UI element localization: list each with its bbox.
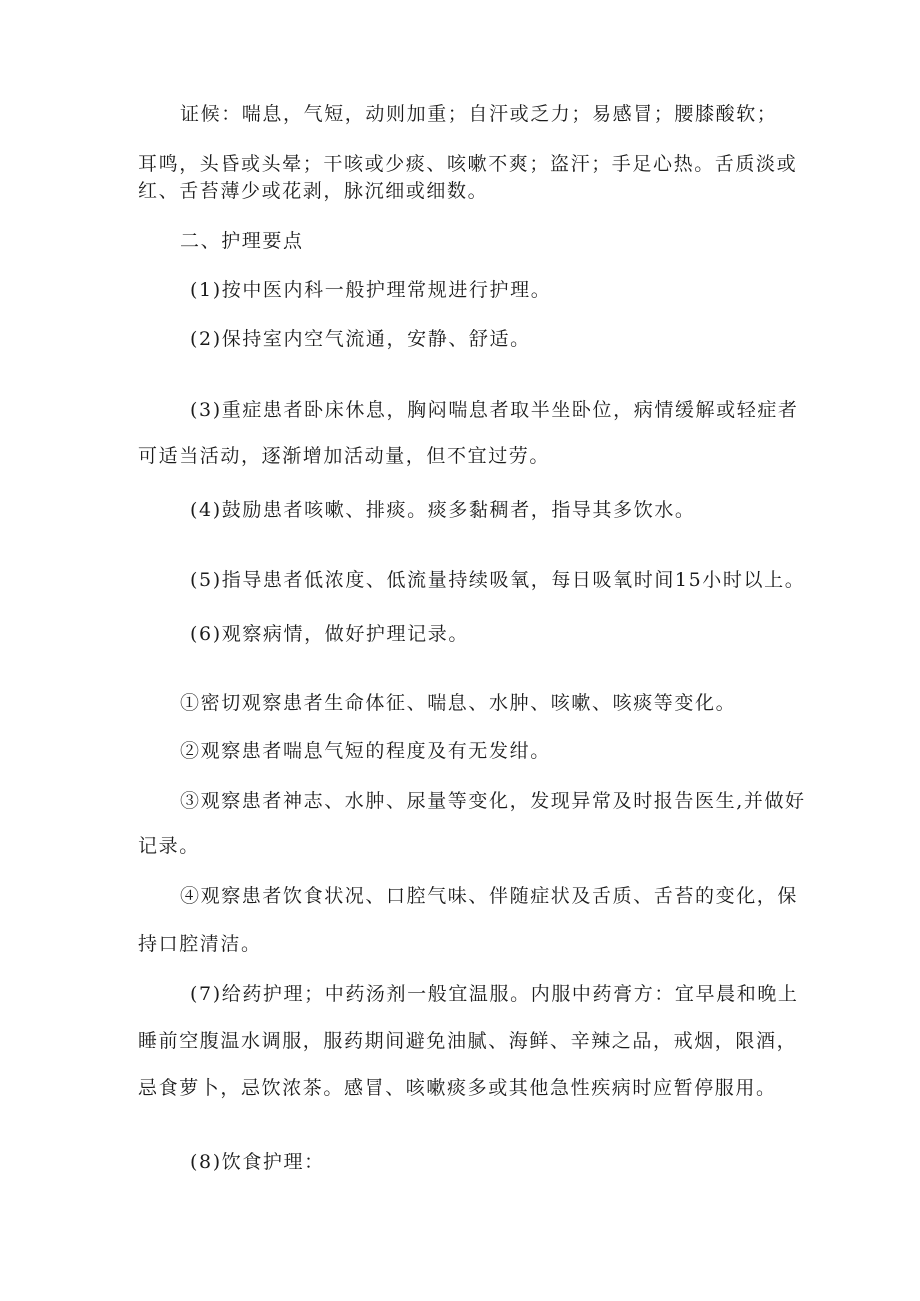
care-item-5: (5)指导患者低浓度、低流量持续吸氧，每日吸氧时间15小时以上。 [190, 569, 806, 591]
care-item-3-line-2: 可适当活动，逐渐增加活动量，但不宜过劳。 [138, 445, 551, 467]
care-item-1: (1)按中医内科一般护理常规进行护理。 [190, 279, 552, 301]
symptoms-line-2: 耳鸣，头昏或头晕；干咳或少痰、咳嗽不爽；盗汗；手足心热。舌质淡或 [138, 153, 798, 175]
care-item-3-line-1: (3)重症患者卧床休息，胸闷喘息者取半坐卧位，病情缓解或轻症者 [190, 399, 799, 421]
observation-2: ②观察患者喘息气短的程度及有无发绀。 [180, 740, 551, 762]
observation-4-line-2: 持口腔清洁。 [138, 933, 262, 955]
section-heading: 二、护理要点 [180, 230, 304, 252]
care-item-7-line-1: (7)给药护理；中药汤剂一般宜温服。内服中药膏方：宜早晨和晚上 [190, 983, 799, 1005]
care-item-8: (8)饮食护理： [190, 1151, 325, 1173]
symptoms-line-3: 红、舌苔薄少或花剥，脉沉细或细数。 [138, 180, 489, 202]
observation-3-line-2: 记录。 [138, 835, 200, 857]
care-item-4: (4)鼓励患者咳嗽、排痰。痰多黏稠者，指导其多饮水。 [190, 499, 696, 521]
care-item-7-line-2: 睡前空腹温水调服，服药期间避免油腻、海鲜、辛辣之品，戒烟，限酒， [138, 1030, 798, 1052]
observation-1: ①密切观察患者生命体征、喘息、水肿、咳嗽、咳痰等变化。 [180, 692, 737, 714]
observation-4-line-1: ④观察患者饮食状况、口腔气味、伴随症状及舌质、舌苔的变化，保 [180, 885, 799, 907]
care-item-6: (6)观察病情，做好护理记录。 [190, 623, 469, 645]
symptoms-line-1: 证候：喘息，气短，动则加重；自汗或乏力；易感冒；腰膝酸软； [180, 103, 778, 125]
care-item-2: (2)保持室内空气流通，安静、舒适。 [190, 328, 531, 350]
care-item-7-line-3: 忌食萝卜，忌饮浓茶。感冒、咳嗽痰多或其他急性疾病时应暂停服用。 [138, 1077, 777, 1099]
observation-3-line-1: ③观察患者神志、水肿、尿量等变化，发现异常及时报告医生,并做好 [180, 790, 806, 812]
